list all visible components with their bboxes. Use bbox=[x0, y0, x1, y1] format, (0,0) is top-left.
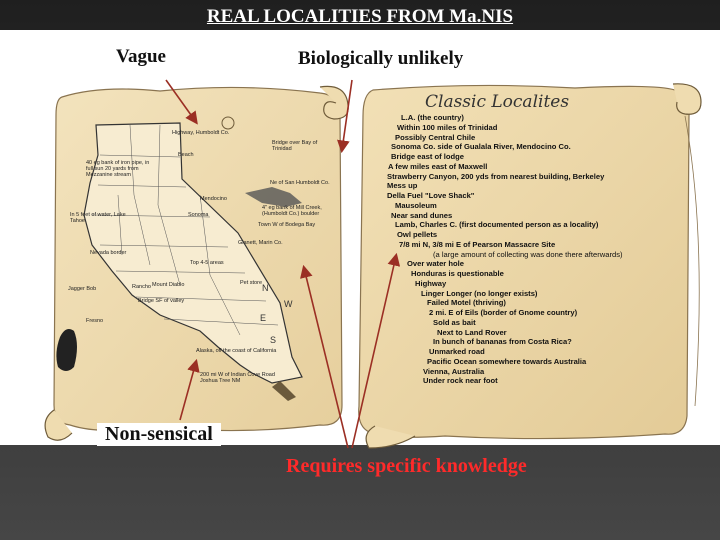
map-label: Fresno bbox=[86, 318, 104, 324]
list-item: Over water hole bbox=[407, 259, 464, 269]
map-label: 200 mi W of Indian Cove Road Joshua Tree NM bbox=[200, 372, 275, 384]
map-label: Pet store bbox=[240, 280, 263, 286]
map-label: 40 eg bank of iron pipe, in full sun 20 yards from Mezzanine stream bbox=[86, 160, 150, 178]
map-label: Mount Diablo bbox=[152, 282, 185, 288]
label-requires-specific-knowledge: Requires specific knowledge bbox=[286, 455, 527, 477]
list-item: Failed Motel (thriving) bbox=[427, 298, 506, 308]
list-item: Lamb, Charles C. (first documented person as a locality) bbox=[395, 220, 599, 230]
svg-text:W: W bbox=[284, 299, 293, 309]
map-label: 4" eg bank of Mill Creek, (Humboldt Co.) boulder bbox=[262, 205, 322, 217]
map-label: Rancho bbox=[132, 284, 151, 290]
list-heading: Classic Localites bbox=[425, 92, 570, 112]
map-label: Nevada border bbox=[90, 250, 127, 256]
list-item: Next to Land Rover bbox=[437, 327, 507, 337]
list-item: Honduras is questionable bbox=[411, 269, 504, 278]
label-biologically-unlikely: Biologically unlikely bbox=[290, 48, 471, 70]
list-item: Highway bbox=[415, 278, 447, 288]
list-item: Della Fuel "Love Shack" bbox=[387, 191, 475, 200]
map-label: Bridge SF of valley bbox=[138, 298, 185, 304]
list-item: Sonoma Co. side of Gualala River, Mendocino Co. bbox=[391, 142, 571, 152]
list-item: Strawberry Canyon, 200 yds from nearest building, Berkeley bbox=[387, 171, 605, 181]
list-item: Linger Longer (no longer exists) bbox=[421, 288, 538, 298]
map-label: Jagger Bob bbox=[68, 286, 97, 292]
list-item: Bridge east of lodge bbox=[391, 152, 464, 161]
map-label: In 5 feet of water, Lake Tahoe bbox=[70, 212, 126, 224]
list-item: A few miles east of Maxwell bbox=[388, 161, 488, 171]
list-item: Possibly Central Chile bbox=[395, 132, 476, 142]
map-label: Beach bbox=[178, 152, 194, 158]
label-vague: Vague bbox=[108, 46, 174, 68]
map-label: Top 4-5 areas bbox=[190, 260, 224, 266]
list-item: Sold as bait bbox=[433, 317, 476, 327]
list-item: Vienna, Australia bbox=[423, 366, 485, 376]
map-label: Gianett, Marin Co. bbox=[238, 240, 283, 246]
map-label: Town W of Bodega Bay bbox=[258, 222, 316, 228]
map-label: Alaska, off the coast of California bbox=[196, 348, 277, 354]
list-item: Pacific Ocean somewhere towards Australia bbox=[427, 356, 587, 366]
list-item: 2 mi. E of Eils (border of Gnome country) bbox=[429, 308, 578, 317]
svg-text:N: N bbox=[262, 283, 269, 293]
list-item: 7/8 mi N, 3/8 mi E of Pearson Massacre Site bbox=[399, 239, 556, 249]
list-item: Mausoleum bbox=[395, 200, 437, 210]
map-label: Highway, Humboldt Co. bbox=[172, 130, 230, 136]
slide-title: REAL LOCALITIES FROM Ma.NIS bbox=[206, 6, 514, 27]
list-item: Under rock near foot bbox=[423, 376, 498, 386]
list-item: In bunch of bananas from Costa Rica? bbox=[433, 337, 572, 347]
label-non-sensical: Non-sensical bbox=[97, 423, 221, 446]
svg-text:S: S bbox=[270, 335, 277, 345]
map-label: Bridge over Bay of Trinidad bbox=[272, 140, 318, 152]
map-label: Ne of San Humboldt Co. bbox=[270, 180, 330, 186]
list-item: Mess up bbox=[387, 181, 418, 191]
map-label: Sonoma bbox=[188, 212, 209, 218]
svg-text:E: E bbox=[260, 313, 267, 323]
list-item: (a large amount of collecting was done there afterwards) bbox=[433, 249, 623, 259]
localities-list bbox=[385, 113, 705, 386]
list-item: Near sand dunes bbox=[391, 210, 453, 220]
list-item: Within 100 miles of Trinidad bbox=[397, 122, 498, 132]
map-label: Mendocino bbox=[200, 196, 227, 202]
list-item: L.A. (the country) bbox=[401, 113, 464, 122]
list-item: Owl pellets bbox=[397, 230, 438, 239]
list-item: Unmarked road bbox=[429, 347, 485, 356]
